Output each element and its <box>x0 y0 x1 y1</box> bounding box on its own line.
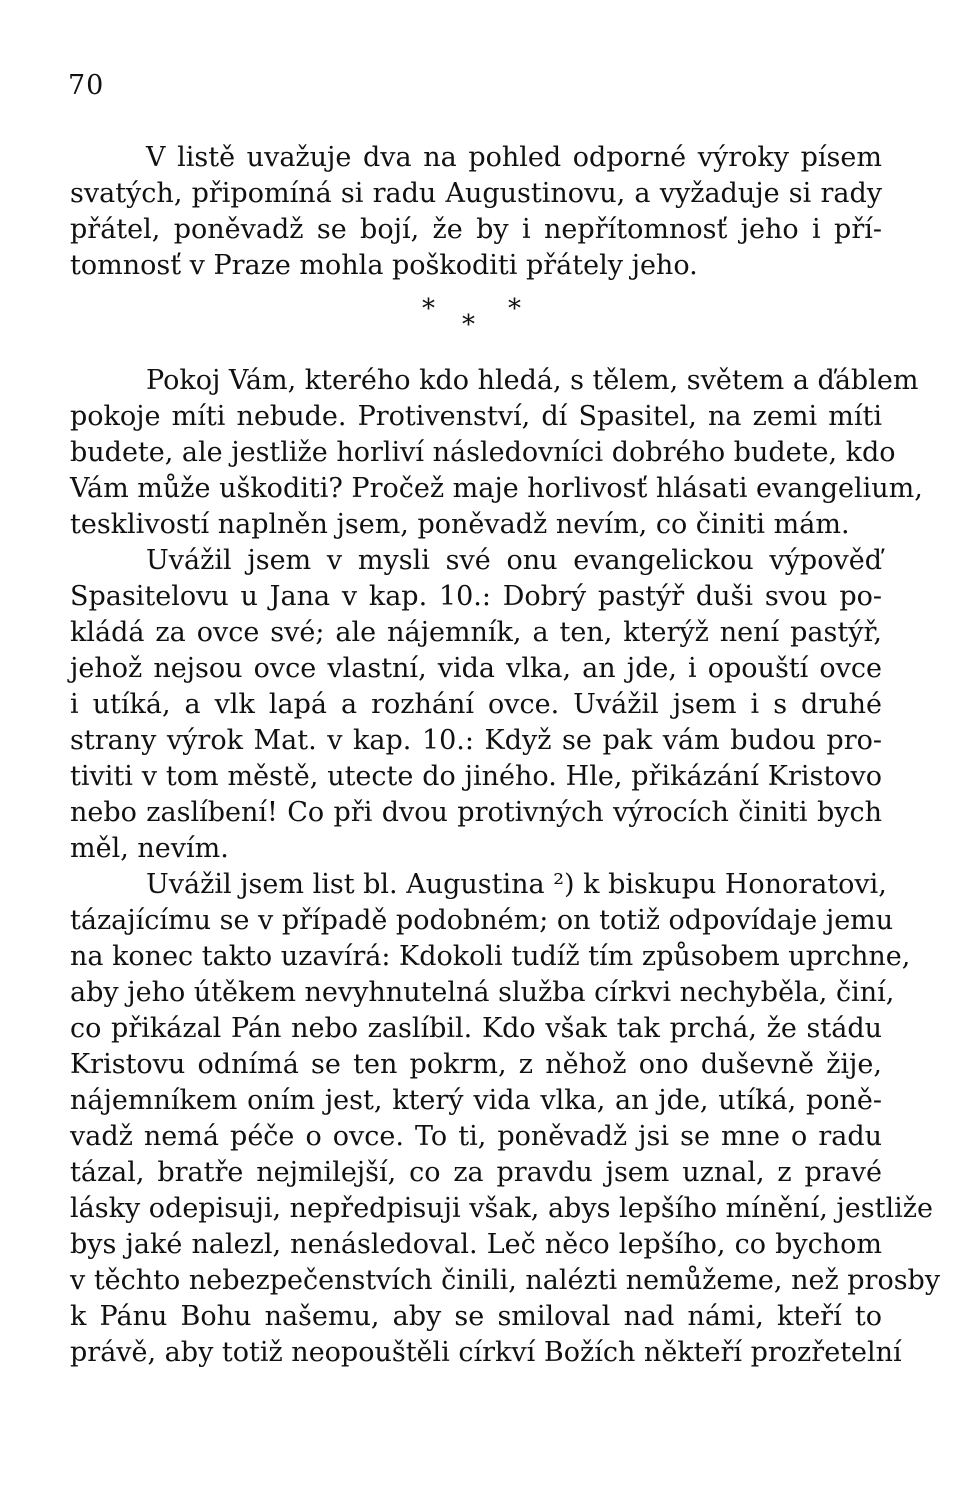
text-line: V listě uvažuje dva na pohled odporné výroky písem <box>146 142 882 173</box>
text-line: Pokoj Vám, kterého kdo hledá, s tělem, světem a ďáblem <box>146 365 919 396</box>
text-line: i utíká, a vlk lapá a rozhání ovce. Uvážil jsem i s druhé <box>70 689 882 720</box>
text-line: na konec takto uzavírá: Kdokoli tudíž tím způsobem uprchne, <box>70 941 911 972</box>
paragraph-greeting <box>70 363 923 543</box>
asterisk: * <box>508 294 521 324</box>
text-line: co přikázal Pán nebo zaslíbil. Kdo však tak prchá, že stádu <box>70 1013 882 1044</box>
text-line: tázajícímu se v případě podobném; on totiž odpovídaje jemu <box>70 905 894 936</box>
text-line: vadž nemá péče o ovce. To ti, poněvadž jsi se mne o radu <box>70 1121 882 1152</box>
text-line: Uvážil jsem v mysli své onu evangelickou výpověď <box>146 545 882 576</box>
letter-body <box>70 363 941 1371</box>
text-line: bys jaké nalezl, nenásledoval. Leč něco lepšího, co bychom <box>70 1229 882 1260</box>
section-separator-asterisks <box>400 296 560 346</box>
text-line: právě, aby totiž neopouštěli církví Božích někteří prozřetelní <box>70 1337 902 1368</box>
text-line: v těchto nebezpečenstvích činili, nalézti nemůžeme, než prosby <box>70 1265 941 1296</box>
text-line: Kristovu odnímá se ten pokrm, z něhož ono duševně žije, <box>70 1049 882 1080</box>
text-line: svatých, připomíná si radu Augustinovu, a vyžaduje si rady <box>70 178 882 209</box>
text-line: k Pánu Bohu našemu, aby se smiloval nad námi, kteří to <box>70 1301 882 1332</box>
text-line: přátel, poněvadž se bojí, že by i nepřítomnosť jeho i pří- <box>70 214 882 245</box>
text-line: tesklivostí naplněn jsem, poněvadž nevím, co činiti mám. <box>70 509 850 540</box>
text-line: Vám může uškoditi? Pročež maje horlivosť hlásati evangelium, <box>70 473 923 504</box>
text-line: strany výrok Mat. v kap. 10.: Když se pak vám budou pro- <box>70 725 882 756</box>
text-line: tiviti v tom městě, utecte do jiného. Hle, přikázání Kristovo <box>70 761 882 792</box>
text-line: nájemníkem oním jest, který vida vlka, an jde, utíká, poně- <box>70 1085 882 1116</box>
text-line: kládá za ovce své; ale nájemník, a ten, kterýž není pastýř, <box>70 617 882 648</box>
text-line: tomnosť v Praze mohla poškoditi přátely jeho. <box>70 250 698 281</box>
text-line: měl, nevím. <box>70 833 229 864</box>
asterisk: * <box>462 310 475 340</box>
text-line: jehož nejsou ovce vlastní, vida vlka, an jde, i opouští ovce <box>70 653 882 684</box>
text-line: aby jeho útěkem nevyhnutelná služba církvi nechyběla, činí, <box>70 977 895 1008</box>
text-line: nebo zaslíbení! Co při dvou protivných výrocích činiti bych <box>70 797 882 828</box>
text-line: tázal, bratře nejmilejší, co za pravdu jsem uznal, z pravé <box>70 1157 882 1188</box>
asterisk: * <box>422 294 435 324</box>
text-line: pokoje míti nebude. Protivenství, dí Spasitel, na zemi míti <box>70 401 882 432</box>
paragraph-gospel <box>70 543 882 867</box>
text-line: lásky odepisuji, nepředpisuji však, abys lepšího mínění, jestliže <box>70 1193 933 1224</box>
paragraph-augustine <box>70 867 941 1371</box>
page-number: 70 <box>68 70 105 101</box>
text-line: Spasitelovu u Jana v kap. 10.: Dobrý pastýř duši svou po- <box>70 581 882 612</box>
text-line: Uvážil jsem list bl. Augustina ²) k biskupu Honoratovi, <box>146 869 887 900</box>
text-line: budete, ale jestliže horliví následovníci dobrého budete, kdo <box>70 437 896 468</box>
paragraph-letter-summary <box>70 140 882 284</box>
